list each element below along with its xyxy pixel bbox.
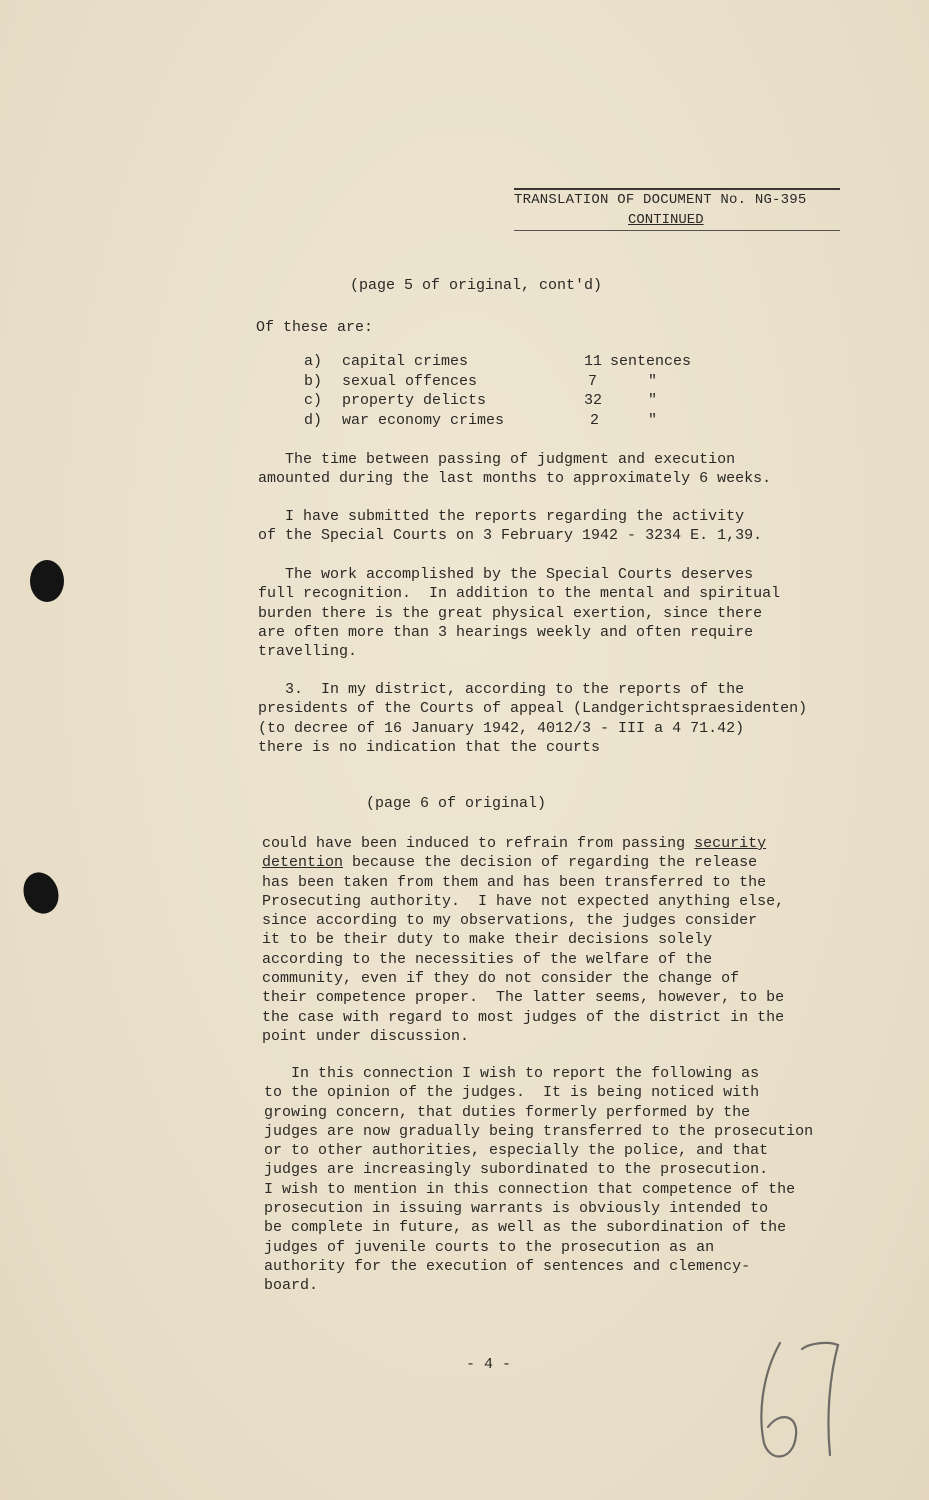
page-note-5: (page 5 of original, cont'd) [350,277,603,294]
item-unit: " [648,372,658,390]
list-item [304,372,691,392]
item-label: property delicts [342,392,487,409]
item-label: war economy crimes [342,411,505,429]
punch-hole-top [30,560,64,602]
paragraph-execution-time: The time between passing of judgment and execution amounted during the last months to approximately 6 weeks. [258,451,772,488]
detention-underlined: detention [262,854,344,872]
list-item [304,391,691,411]
paragraph-district: 3. In my district, according to the reports of the presidents of the Courts of appeal (Landgerichtspraesidenten) (to decree of 16 January 1942, 4012/3 - III a 4 71.42) there is no indication that the courts [258,681,808,756]
item-label: capital crimes [342,353,469,370]
item-unit: sentences [610,353,692,370]
item-letter: a) [304,353,323,370]
item-letter: b) [304,372,323,390]
document-header [514,188,844,231]
punch-hole-bottom [18,867,64,918]
handwritten-page-number [750,1335,850,1465]
p5-rest-line: because the decision of regarding the release [343,854,758,872]
paragraph-security-detention [262,834,784,1046]
item-count: 11 [584,353,603,370]
document-title: TRANSLATION OF DOCUMENT No. NG-395 [514,192,807,208]
item-letter: c) [304,392,323,409]
item-count: 2 [590,411,600,429]
handwritten-six [761,1343,796,1456]
item-count: 7 [588,372,598,390]
paragraph-judges-opinion: In this connection I wish to report the following as to the opinion of the judges. It is being noticed with growing concern, that duties formerly performed by the judges are now gradually being transferred to the prosecution or to other authorities, especially the police, and that judges are increasingly subordinated to the prosecution. I wish to mention in this connection that competence of the prosecution in issuing warrants is obviously intended to be complete in future, as well as the subordination of the judges of juvenile courts to the prosecution as an authority for the execution of sentences and clemency- board. [264,1065,814,1295]
header-bottom-rule [514,230,840,231]
item-unit: " [648,392,658,409]
paragraph-reports-submitted: I have submitted the reports regarding the activity of the Special Courts on 3 February 1942 - 3234 E. 1,39. [258,508,763,545]
intro-line: Of these are: [256,319,374,336]
crimes-list [304,352,691,430]
item-unit: " [648,411,658,429]
list-item [304,352,691,372]
page-note-6: (page 6 of original) [366,795,547,812]
p5-rest: has been taken from them and has been transferred to the Prosecuting authority. I have not expected anything else, since according to my observations, the judges consider it to be their duty to make their decisions solely according to the necessities of the welfare of the community, even if they do not consider the change of their competence proper. The latter seems, however, to be the case with regard to most judges of the district in the point under discussion. [262,873,785,1045]
item-letter: d) [304,411,323,429]
item-count: 32 [584,392,603,409]
item-label: sexual offences [342,372,478,390]
p5-start: could have been induced to refrain from passing [262,835,695,852]
handwritten-seven [802,1343,838,1455]
security-underlined: security [694,835,767,852]
list-item [304,411,691,431]
page-number: - 4 - [466,1356,512,1373]
continued-label: CONTINUED [628,212,704,228]
paragraph-special-courts: The work accomplished by the Special Courts deserves full recognition. In addition to the mental and spiritual burden there is the great physical exertion, since there are often more than 3 hearings weekly and often require travelling. [258,566,781,661]
